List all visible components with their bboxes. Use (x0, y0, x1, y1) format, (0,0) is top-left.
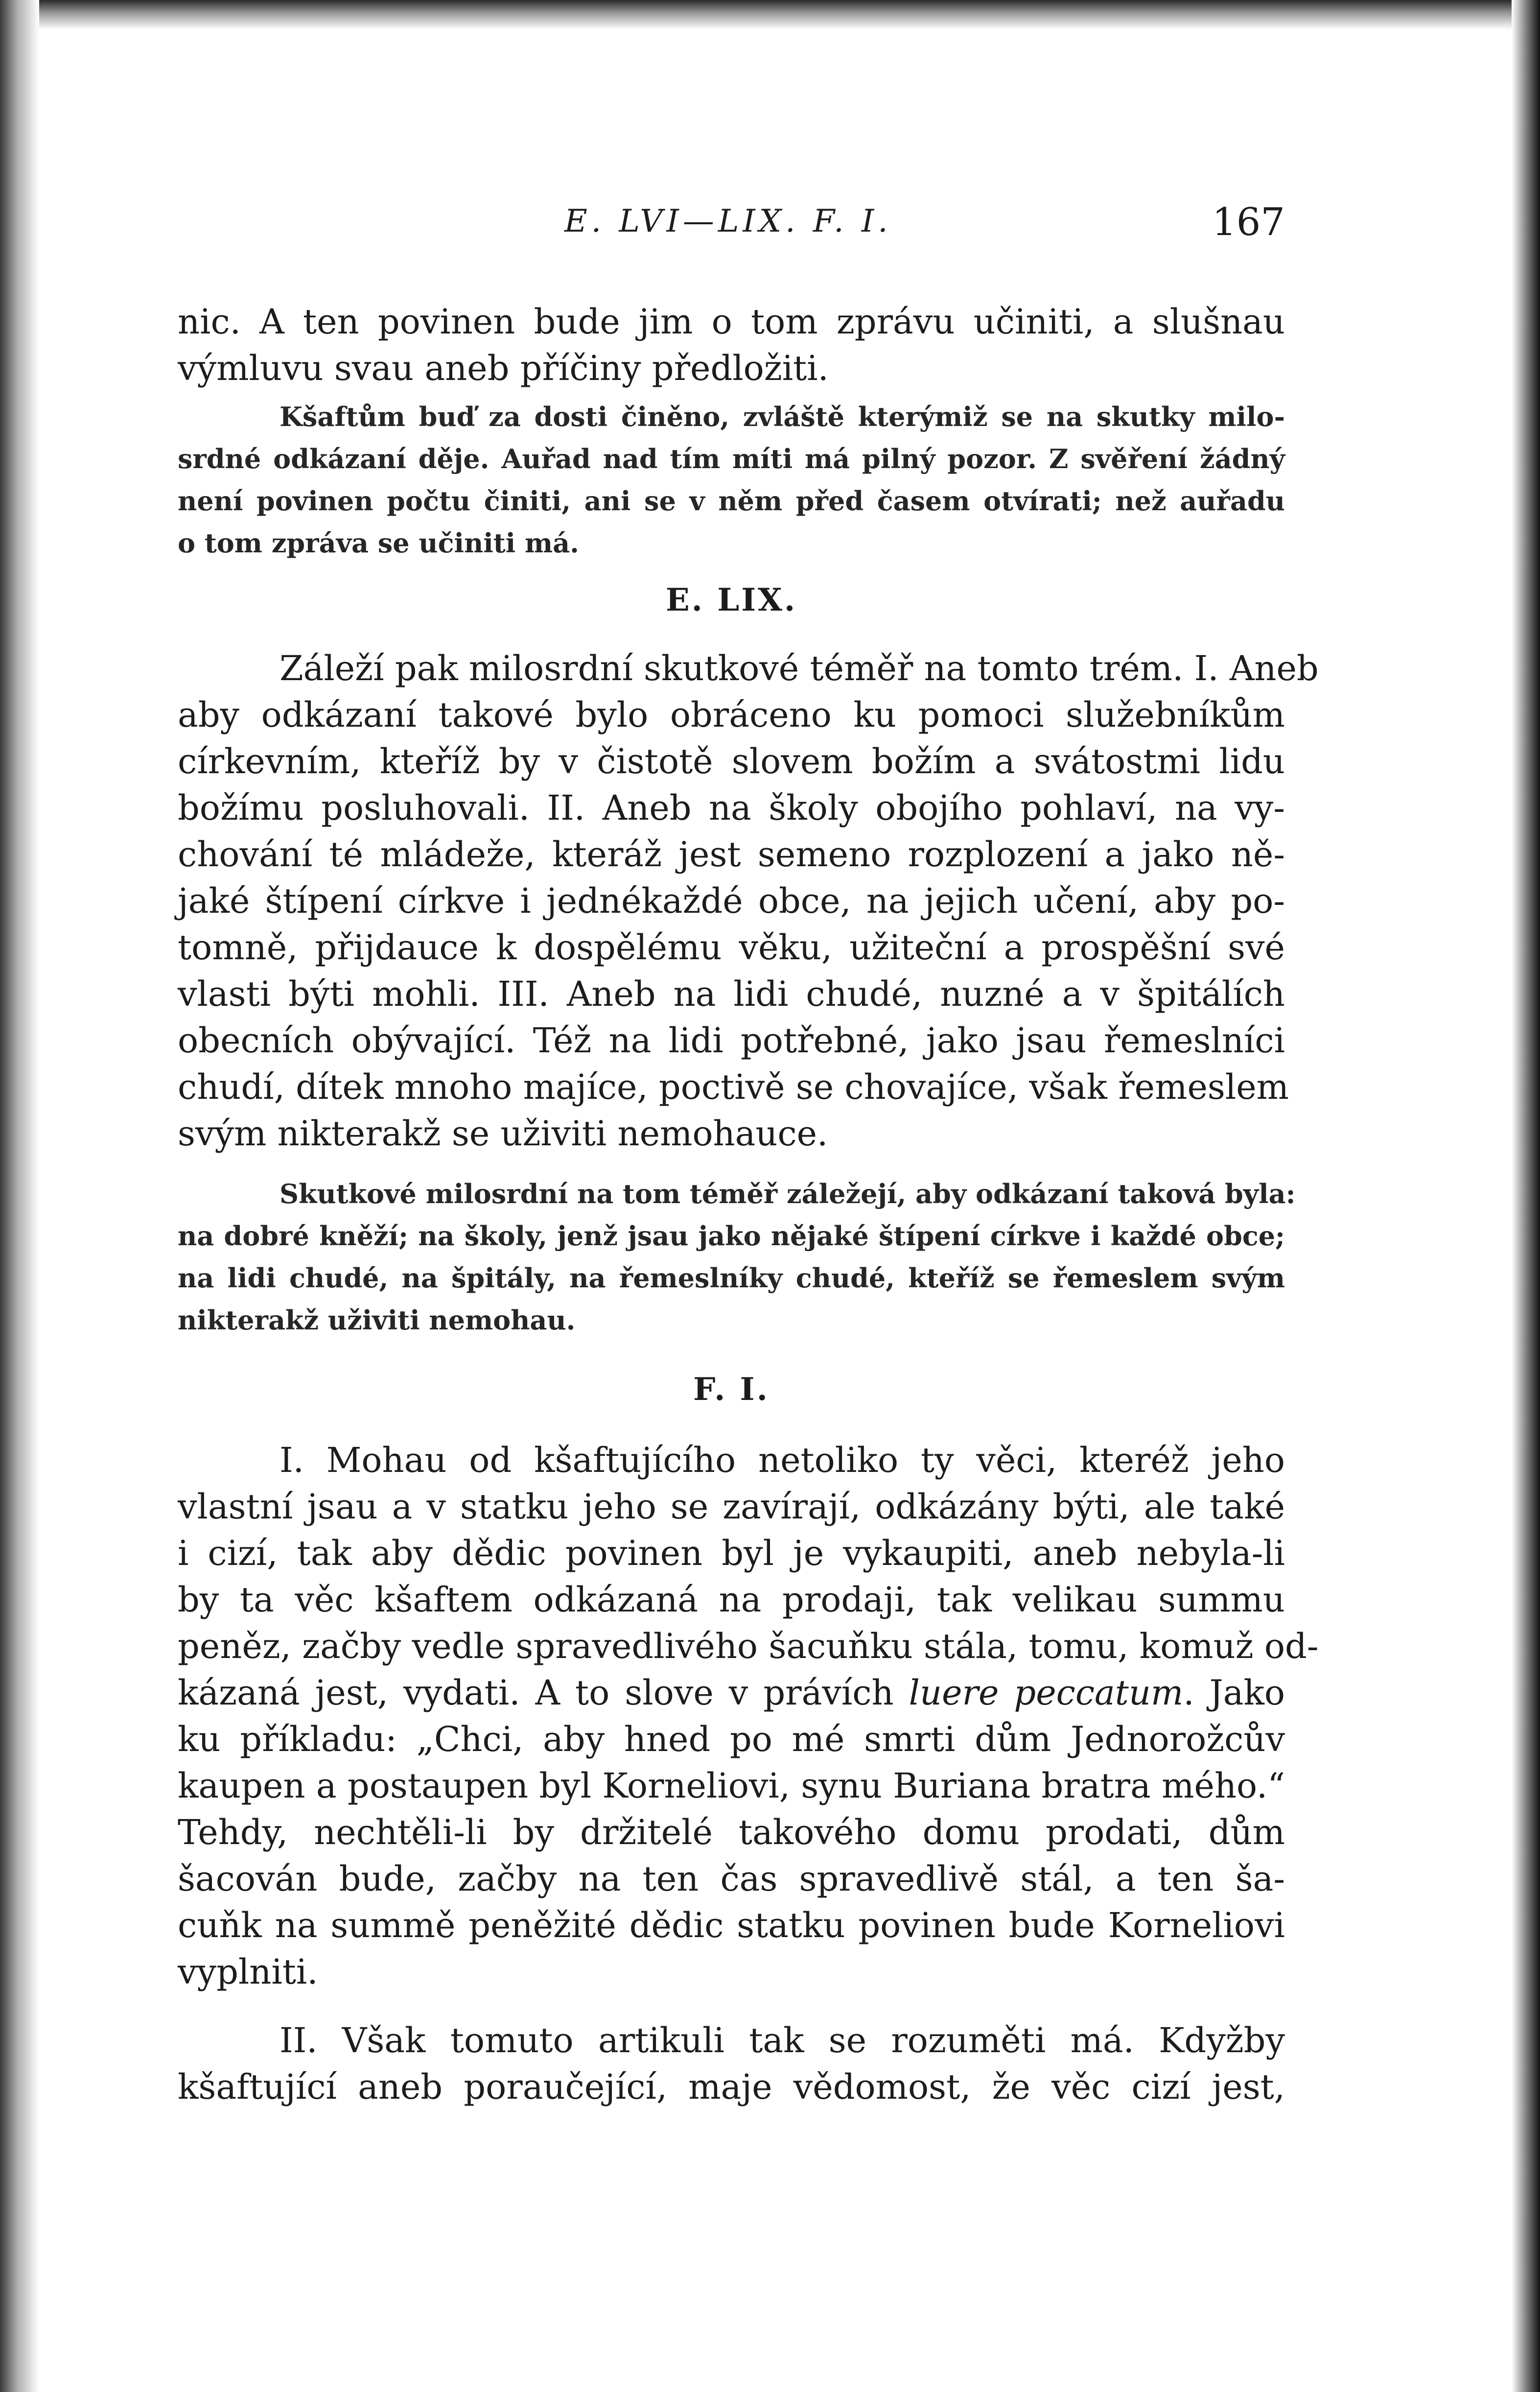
text-line: nic. A ten povinen bude jim o tom zprávu učiniti, a slušnau (178, 302, 1285, 342)
text-line: vlastní jsau a v statku jeho se zavírají, odkázány býti, ale také (178, 1487, 1285, 1527)
paragraph-continuation (178, 299, 1285, 392)
note-line: není povinen počtu činiti, ani se v něm před časem otvírati; než auřadu (178, 485, 1285, 517)
text-line: I. Mohau od kšaftujícího netoliko ty věci, kteréž jeho (280, 1440, 1285, 1480)
text-line: cuňk na summě peněžité dědic statku povinen bude Korneliovi (178, 1905, 1285, 1945)
paragraph-f-i-1 (178, 1437, 1319, 1995)
text-line: chování té mládeže, kteráž jest semeno rozplození a jako ně- (178, 834, 1285, 875)
summary-note-1 (178, 396, 1285, 564)
note-line: na dobré kněží; na školy, jenž jsau jako nějaké štípení církve i každé obce; (178, 1220, 1285, 1252)
text-line: božímu posluhovali. II. Aneb na školy obojího pohlaví, na vy- (178, 788, 1285, 828)
paragraph-e-lix (178, 645, 1319, 1157)
page-header (178, 193, 1285, 247)
text-line: tomně, přijdauce k dospělému věku, užiteční a prospěšní své (178, 927, 1285, 968)
text-line: kšaftující aneb poraučející, maje vědomost, že věc cizí jest, (178, 2067, 1285, 2107)
scan-shadow-left (0, 0, 39, 2392)
text-line: aby odkázaní takové bylo obráceno ku pomoci služebníkům (178, 695, 1285, 735)
section-heading-f-i (178, 1371, 1285, 1408)
text-line: šacován bude, začby na ten čas spravedlivě stál, a ten ša- (178, 1859, 1285, 1899)
section-heading: F. I. (693, 1371, 770, 1408)
text-line: chudí, dítek mnoho majíce, poctivě se chovajíce, však řemeslem (178, 1067, 1289, 1107)
text-line: vlasti býti mohli. III. Aneb na lidi chudé, nuzné a v špitálích (178, 974, 1285, 1014)
latin-term: luere peccatum (909, 1673, 1184, 1713)
text-line: kázaná jest, vydati. A to slove v právích luere peccatum. Jako (178, 1673, 1285, 1713)
text-line: vyplniti. (178, 1952, 318, 1992)
note-line: na lidi chudé, na špitály, na řemeslníky chudé, kteříž se řemeslem svým (178, 1262, 1285, 1294)
section-heading-e-lix (178, 582, 1285, 618)
section-heading: E. LIX. (665, 582, 797, 618)
scan-shadow-top (0, 0, 1540, 29)
text-line: ku příkladu: „Chci, aby hned po mé smrti dům Jednorožcův (178, 1719, 1285, 1759)
note-line: srdné odkázaní děje. Auřad nad tím míti má pilný pozor. Z svěření žádný (178, 443, 1285, 474)
text-line: II. Však tomuto artikuli tak se rozuměti má. Kdyžby (280, 2020, 1285, 2060)
text-line: obecních obývající. Též na lidi potřebné, jako jsau řemeslníci (178, 1020, 1285, 1061)
text-line: svým nikterakž se uživiti nemohauce. (178, 1113, 828, 1154)
page-number: 167 (1212, 200, 1285, 244)
text-line: jaké štípení církve i jednékaždé obce, na jejich učení, aby po- (178, 881, 1285, 921)
text-line: výmluvu svau aneb příčiny předložiti. (178, 348, 829, 388)
note-line: Kšaftům buď za dosti činěno, zvláště kterýmiž se na skutky milo- (280, 401, 1285, 432)
text-line: Tehdy, nechtěli-li by držitelé takového domu prodati, dům (178, 1812, 1285, 1852)
summary-note-2 (178, 1173, 1296, 1341)
scan-shadow-right (1512, 0, 1540, 2392)
text-line: by ta věc kšaftem odkázaná na prodaji, tak velikau summu (178, 1580, 1285, 1620)
text-line: peněz, začby vedle spravedlivého šacuňku stála, tomu, komuž od- (178, 1626, 1319, 1666)
text-line: Záleží pak milosrdní skutkové téměř na tomto trém. I. Aneb (280, 648, 1319, 688)
note-line: Skutkové milosrdní na tom téměř záležejí, aby odkázaní taková byla: (280, 1178, 1296, 1209)
running-head: E. LVI—LIX. F. I. (564, 203, 892, 239)
paragraph-f-i-2 (178, 2017, 1285, 2110)
text-line: kaupen a postaupen byl Korneliovi, synu Buriana bratra mého.“ (178, 1766, 1285, 1806)
note-line: o tom zpráva se učiniti má. (178, 527, 579, 559)
text-line: církevním, kteříž by v čistotě slovem božím a svátostmi lidu (178, 741, 1285, 782)
note-line: nikterakž uživiti nemohau. (178, 1304, 576, 1336)
text-line: i cizí, tak aby dědic povinen byl je vykaupiti, aneb nebyla-li (178, 1533, 1285, 1573)
